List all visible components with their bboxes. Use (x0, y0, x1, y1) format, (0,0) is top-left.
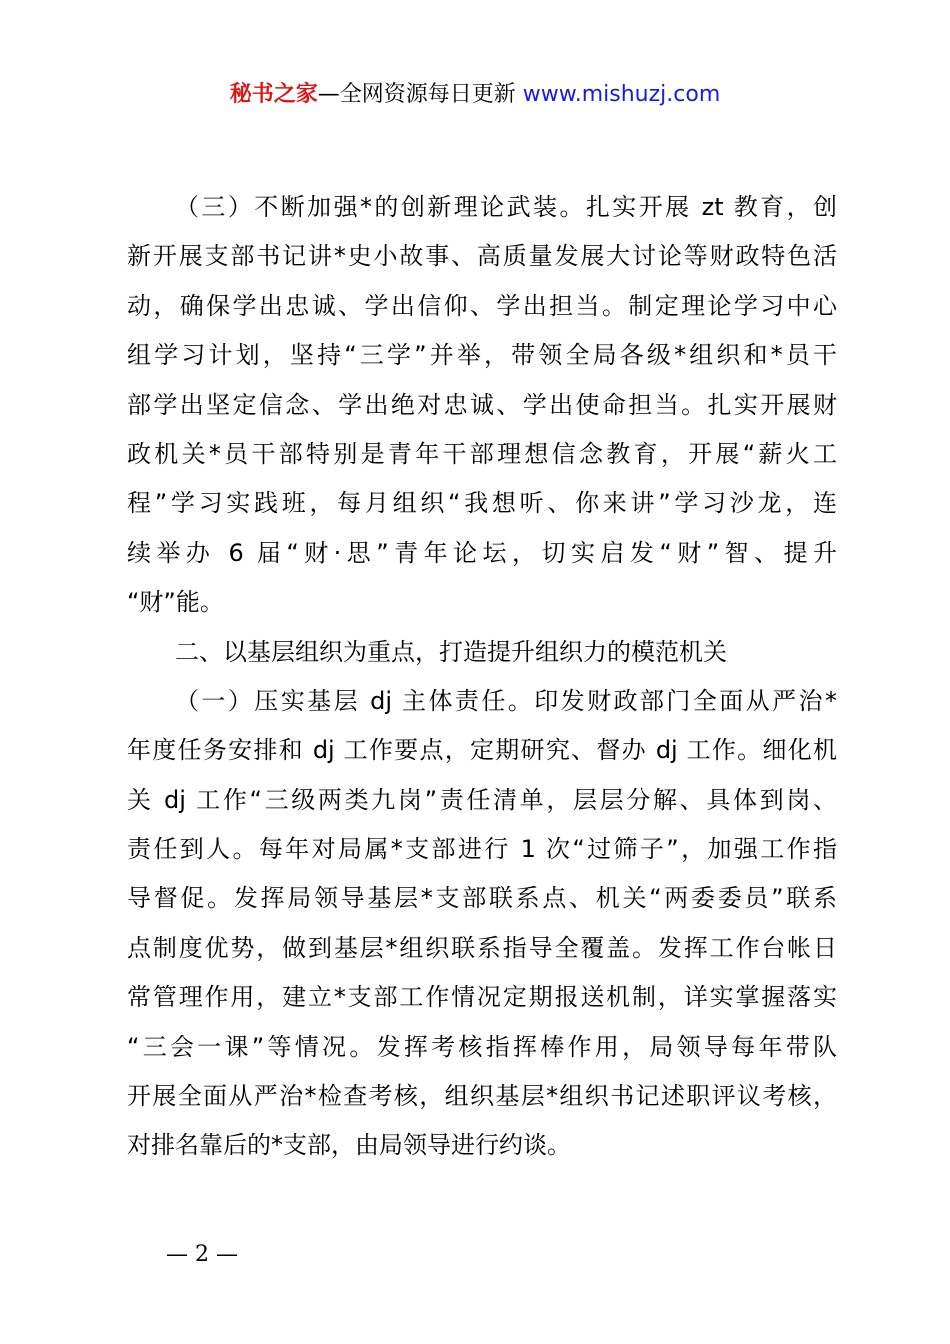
text-line: “三会一课”等情况。发挥考核指挥棒作用，局领导每年带队 (127, 1032, 837, 1061)
text-line: 新开展支部书记讲*史小故事、高质量发展大讨论等财政特色活 (127, 242, 837, 271)
brand-name: 秘书之家 (229, 82, 318, 107)
text-line: 政机关*员干部特别是青年干部理想信念教育，开展“薪火工 (127, 439, 837, 468)
paragraph-theory-study (127, 183, 837, 628)
text-line: 关 dj 工作“三级两类九岗”责任清单，层层分解、具体到岗、 (127, 785, 837, 814)
text-line: 点制度优势，做到基层*组织联系指导全覆盖。发挥工作台帐日 (127, 933, 837, 962)
paragraph-grassroots-responsibility (127, 677, 837, 1171)
text-line: “财”能。 (127, 588, 224, 617)
text-line: 责任到人。每年对局属*支部进行 1 次“过筛子”，加强工作指 (127, 835, 837, 864)
text-line: 导督促。发挥局领导基层*支部联系点、机关“两委委员”联系 (127, 884, 837, 913)
document-body (127, 183, 837, 1171)
text-line: 组学习计划，坚持“三学”并举，带领全局各级*组织和*员干 (127, 341, 837, 370)
section-heading (127, 628, 837, 677)
text-line: 动，确保学出忠诚、学出信仰、学出担当。制定理论学习中心 (127, 291, 837, 320)
text-line: 程”学习实践班，每月组织“我想听、你来讲”学习沙龙，连 (127, 489, 837, 518)
site-url-link[interactable]: www.mishuzj.com (522, 82, 721, 107)
text-line: 续举办 6 届“财·思”青年论坛，切实启发“财”智、提升 (127, 538, 837, 567)
text-line: 常管理作用，建立*支部工作情况定期报送机制，详实掌握落实 (127, 983, 837, 1012)
text-line: （三）不断加强*的创新理论武装。扎实开展 zt 教育，创 (175, 193, 837, 221)
text-line: 年度任务安排和 dj 工作要点，定期研究、督办 dj 工作。细化机 (127, 736, 837, 765)
text-line: 对排名靠后的*支部，由局领导进行约谈。 (127, 1131, 571, 1160)
text-line: 开展全面从严治*检查考核，组织基层*组织书记述职评议考核， (127, 1082, 837, 1111)
site-header (0, 80, 950, 110)
text-line: （一）压实基层 dj 主体责任。印发财政部门全面从严治* (175, 686, 837, 715)
heading-line: 二、以基层组织为重点，打造提升组织力的模范机关 (175, 637, 727, 666)
header-slogan: —全网资源每日更新 (317, 82, 516, 107)
text-line: 部学出坚定信念、学出绝对忠诚、学出使命担当。扎实开展财 (127, 390, 837, 419)
page-number: — 2 — (166, 1242, 238, 1267)
